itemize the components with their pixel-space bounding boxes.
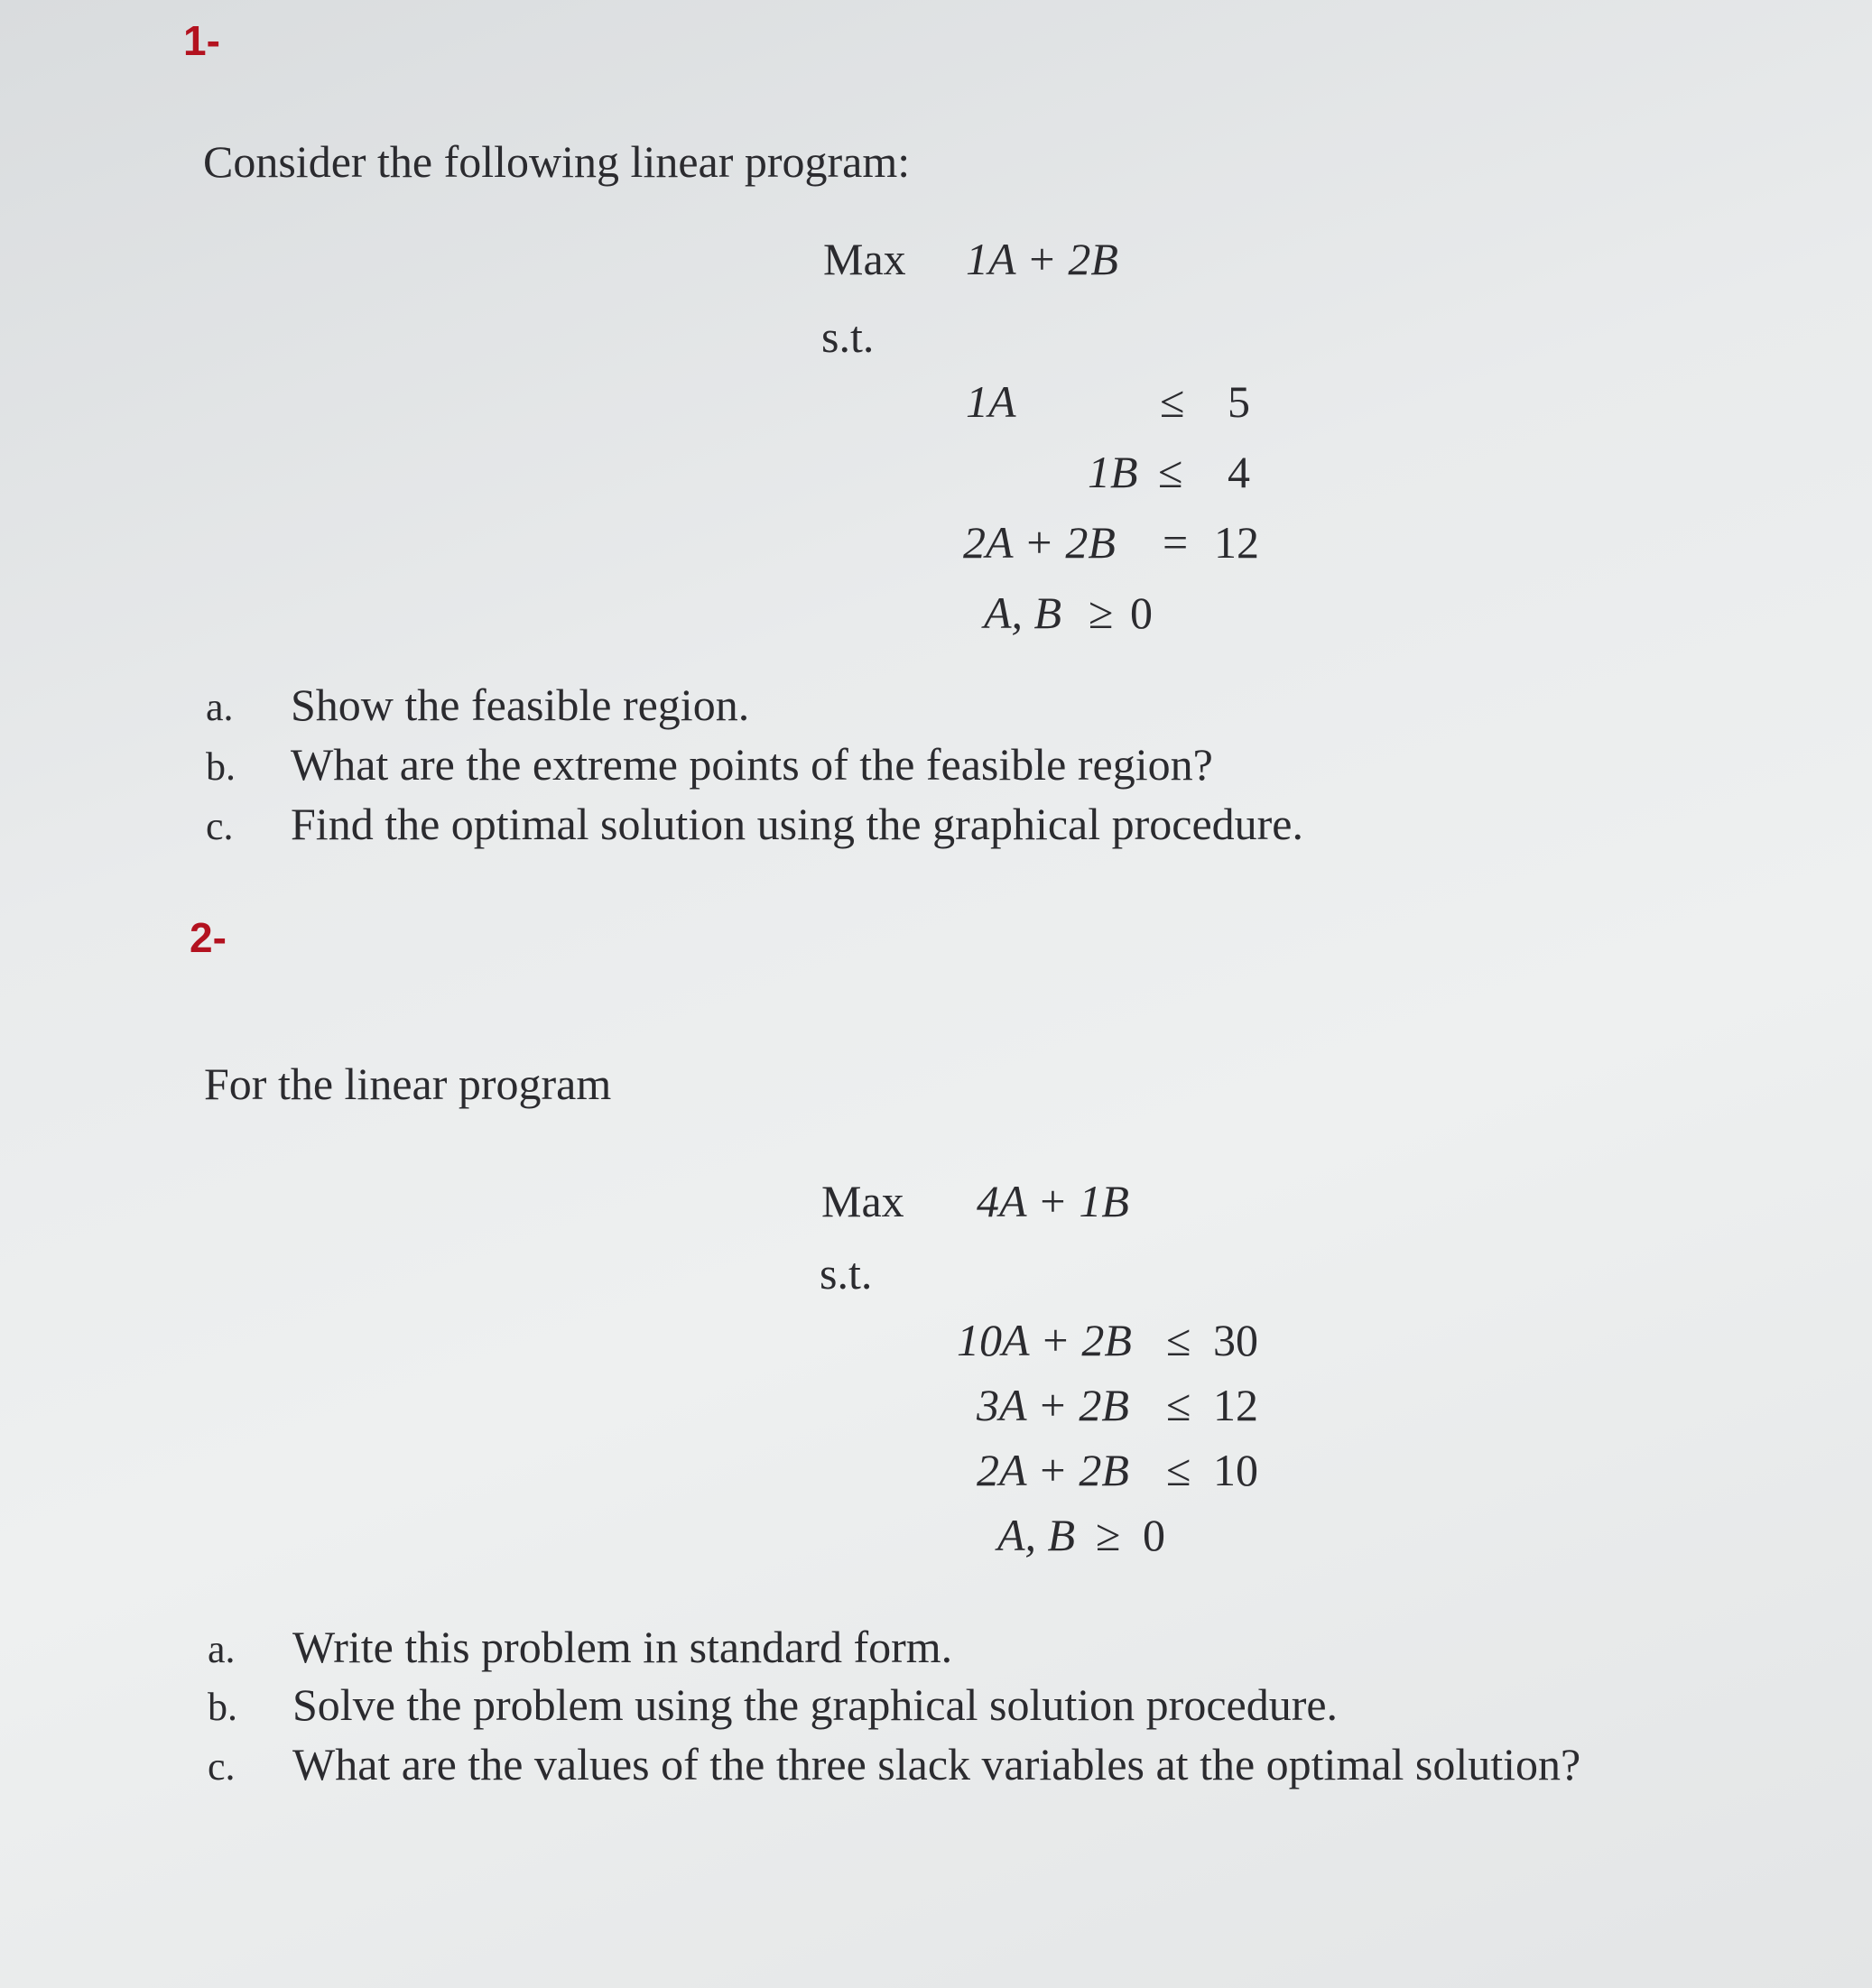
p2-constraint-1-rhs: 30 bbox=[1213, 1315, 1258, 1365]
p2-constraint-4-lhs: A, B bbox=[997, 1510, 1076, 1560]
p1-question-c-letter: c. bbox=[206, 804, 234, 848]
p2-constraint-1-lhs: 10A + 2B bbox=[957, 1315, 1132, 1365]
p1-constraint-3-lhs: 2A + 2B bbox=[963, 517, 1116, 568]
p2-objective-expr: 4A + 1B bbox=[977, 1176, 1129, 1226]
problem-1-intro: Consider the following linear program: bbox=[203, 136, 911, 187]
p1-constraint-2-relation: ≤ bbox=[1158, 447, 1183, 497]
problem-1-number: 1- bbox=[183, 17, 220, 64]
p2-constraint-3-rhs: 10 bbox=[1213, 1445, 1258, 1495]
p1-objective-expr: 1A + 2B bbox=[966, 234, 1118, 284]
p1-constraint-1-lhs: 1A bbox=[966, 376, 1016, 427]
p1-constraint-1-relation: ≤ bbox=[1160, 376, 1185, 427]
p2-question-c-text: What are the values of the three slack variables at the optimal solution? bbox=[292, 1739, 1581, 1789]
p2-constraint-2-rhs: 12 bbox=[1213, 1380, 1258, 1430]
p2-constraint-3-lhs: 2A + 2B bbox=[977, 1445, 1129, 1495]
p1-objective-label: Max bbox=[823, 234, 906, 284]
p2-question-b-letter: b. bbox=[208, 1685, 237, 1729]
p2-constraint-4-relation: ≥ bbox=[1096, 1510, 1121, 1560]
p2-constraint-2-relation: ≤ bbox=[1166, 1380, 1191, 1430]
p1-constraint-4-lhs: A, B bbox=[984, 587, 1062, 638]
p1-constraint-3-rhs: 12 bbox=[1214, 517, 1259, 568]
p1-constraint-2-rhs: 4 bbox=[1228, 447, 1250, 497]
p2-constraint-2-lhs: 3A + 2B bbox=[977, 1380, 1129, 1430]
p1-question-a-text: Show the feasible region. bbox=[291, 680, 750, 730]
p1-constraint-1-rhs: 5 bbox=[1228, 376, 1250, 427]
problem-2-number: 2- bbox=[190, 914, 227, 961]
p2-constraint-4-rhs: 0 bbox=[1143, 1510, 1165, 1560]
p2-st-label: s.t. bbox=[820, 1248, 873, 1299]
p1-question-c-text: Find the optimal solution using the graphical procedure. bbox=[291, 799, 1303, 849]
p1-question-b-letter: b. bbox=[206, 744, 236, 789]
p2-question-c-letter: c. bbox=[208, 1744, 236, 1789]
p1-constraint-2-lhs: 1B bbox=[1088, 447, 1138, 497]
p2-question-a-text: Write this problem in standard form. bbox=[292, 1622, 953, 1672]
p1-constraint-4-rhs: 0 bbox=[1130, 587, 1153, 638]
problem-2-intro: For the linear program bbox=[204, 1059, 612, 1109]
p1-constraint-4-relation: ≥ bbox=[1089, 587, 1114, 638]
p2-constraint-1-relation: ≤ bbox=[1166, 1315, 1191, 1365]
p1-question-a-letter: a. bbox=[206, 685, 234, 729]
p2-question-a-letter: a. bbox=[208, 1627, 236, 1671]
p2-objective-label: Max bbox=[821, 1176, 904, 1226]
p1-question-b-text: What are the extreme points of the feasible region? bbox=[291, 739, 1213, 790]
p2-question-b-text: Solve the problem using the graphical solution procedure. bbox=[292, 1679, 1339, 1730]
p1-constraint-3-relation: = bbox=[1163, 517, 1189, 568]
p2-constraint-3-relation: ≤ bbox=[1166, 1445, 1191, 1495]
p1-st-label: s.t. bbox=[821, 311, 875, 362]
